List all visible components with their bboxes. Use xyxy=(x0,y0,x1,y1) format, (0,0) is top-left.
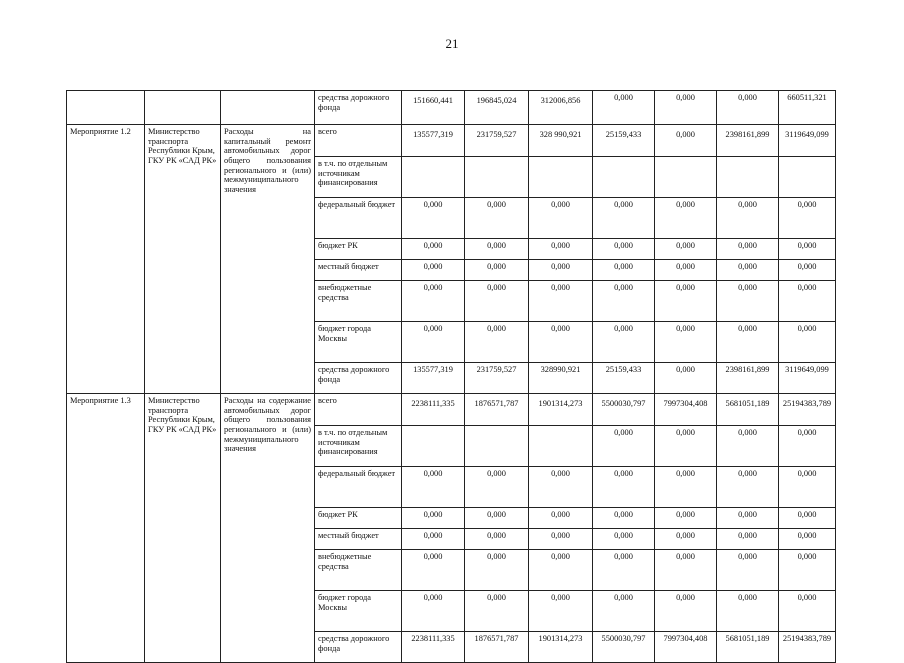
value-cell: 312006,856 xyxy=(529,91,593,125)
value-cell: 0,000 xyxy=(655,198,717,239)
value-cell: 0,000 xyxy=(655,322,717,363)
value-cell: 0,000 xyxy=(779,239,836,260)
value-cell: 0,000 xyxy=(465,260,529,281)
value-cell: 0,000 xyxy=(717,467,779,508)
source-cell: в т.ч. по отдельным источникам финансирования xyxy=(315,157,402,198)
value-cell: 5500030,797 xyxy=(593,632,655,663)
value-cell: 231759,527 xyxy=(465,363,529,394)
value-cell: 196845,024 xyxy=(465,91,529,125)
value-cell: 0,000 xyxy=(402,281,465,322)
value-cell: 151660,441 xyxy=(402,91,465,125)
source-cell: средства дорожного фонда xyxy=(315,632,402,663)
value-cell: 0,000 xyxy=(779,198,836,239)
source-cell: внебюджетные средства xyxy=(315,281,402,322)
value-cell: 0,000 xyxy=(779,508,836,529)
value-cell: 0,000 xyxy=(593,426,655,467)
value-cell: 0,000 xyxy=(465,322,529,363)
measure-name: Мероприятие 1.2 xyxy=(67,125,145,394)
value-cell: 7997304,408 xyxy=(655,394,717,426)
table-row xyxy=(67,125,836,157)
measure-description: Расходы на капитальный ремонт автомобильных дорог общего пользования регионального и (или) межмуниципального значения xyxy=(221,125,315,394)
value-cell: 2398161,899 xyxy=(717,363,779,394)
value-cell: 5500030,797 xyxy=(593,394,655,426)
value-cell: 0,000 xyxy=(529,198,593,239)
value-cell xyxy=(465,426,529,467)
value-cell: 0,000 xyxy=(529,508,593,529)
value-cell: 0,000 xyxy=(465,239,529,260)
value-cell: 25159,433 xyxy=(593,125,655,157)
value-cell: 0,000 xyxy=(593,508,655,529)
source-cell: всего xyxy=(315,394,402,426)
value-cell: 0,000 xyxy=(465,281,529,322)
executor: Министерство транспорта Республики Крым, ГКУ РК «САД РК» xyxy=(145,125,221,394)
measure-cell-empty xyxy=(67,91,145,125)
value-cell: 0,000 xyxy=(655,508,717,529)
value-cell: 135577,319 xyxy=(402,363,465,394)
budget-table xyxy=(66,90,836,663)
value-cell: 0,000 xyxy=(717,426,779,467)
value-cell xyxy=(529,157,593,198)
value-cell: 0,000 xyxy=(779,322,836,363)
value-cell: 0,000 xyxy=(779,281,836,322)
value-cell: 2398161,899 xyxy=(717,125,779,157)
value-cell: 0,000 xyxy=(779,260,836,281)
value-cell: 3119649,099 xyxy=(779,363,836,394)
value-cell: 0,000 xyxy=(529,550,593,591)
value-cell: 5681051,189 xyxy=(717,632,779,663)
value-cell: 0,000 xyxy=(529,239,593,260)
value-cell: 0,000 xyxy=(402,239,465,260)
value-cell: 0,000 xyxy=(717,529,779,550)
value-cell: 0,000 xyxy=(655,426,717,467)
value-cell: 0,000 xyxy=(593,550,655,591)
description-cell-empty xyxy=(221,91,315,125)
source-cell: местный бюджет xyxy=(315,529,402,550)
value-cell: 0,000 xyxy=(402,591,465,632)
value-cell xyxy=(593,157,655,198)
source-cell: бюджет города Москвы xyxy=(315,591,402,632)
source-cell: местный бюджет xyxy=(315,260,402,281)
value-cell: 0,000 xyxy=(465,508,529,529)
value-cell: 0,000 xyxy=(402,322,465,363)
value-cell: 0,000 xyxy=(779,550,836,591)
value-cell: 135577,319 xyxy=(402,125,465,157)
executor: Министерство транспорта Республики Крым, ГКУ РК «САД РК» xyxy=(145,394,221,663)
value-cell: 0,000 xyxy=(717,91,779,125)
value-cell: 0,000 xyxy=(717,591,779,632)
value-cell: 0,000 xyxy=(717,322,779,363)
value-cell: 0,000 xyxy=(593,322,655,363)
value-cell: 0,000 xyxy=(593,239,655,260)
value-cell: 0,000 xyxy=(655,591,717,632)
value-cell: 0,000 xyxy=(655,281,717,322)
value-cell: 5681051,189 xyxy=(717,394,779,426)
value-cell xyxy=(779,157,836,198)
value-cell: 0,000 xyxy=(402,550,465,591)
value-cell: 0,000 xyxy=(465,198,529,239)
value-cell: 0,000 xyxy=(655,550,717,591)
executor-cell-empty xyxy=(145,91,221,125)
value-cell: 0,000 xyxy=(593,198,655,239)
source-cell: федеральный бюджет xyxy=(315,467,402,508)
value-cell: 0,000 xyxy=(779,467,836,508)
value-cell: 25194383,789 xyxy=(779,394,836,426)
value-cell: 0,000 xyxy=(593,91,655,125)
value-cell: 0,000 xyxy=(655,529,717,550)
value-cell: 0,000 xyxy=(717,550,779,591)
value-cell: 0,000 xyxy=(529,260,593,281)
source-cell: бюджет РК xyxy=(315,508,402,529)
value-cell: 0,000 xyxy=(779,529,836,550)
value-cell: 231759,527 xyxy=(465,125,529,157)
value-cell: 1901314,273 xyxy=(529,632,593,663)
value-cell: 7997304,408 xyxy=(655,632,717,663)
source-cell: бюджет города Москвы xyxy=(315,322,402,363)
value-cell: 25159,433 xyxy=(593,363,655,394)
value-cell: 0,000 xyxy=(717,281,779,322)
value-cell xyxy=(529,426,593,467)
value-cell: 0,000 xyxy=(465,591,529,632)
value-cell: 0,000 xyxy=(402,260,465,281)
value-cell: 0,000 xyxy=(402,198,465,239)
value-cell: 1876571,787 xyxy=(465,394,529,426)
value-cell: 0,000 xyxy=(465,467,529,508)
value-cell: 660511,321 xyxy=(779,91,836,125)
source-cell: средства дорожного фонда xyxy=(315,91,402,125)
value-cell: 0,000 xyxy=(529,529,593,550)
value-cell: 0,000 xyxy=(529,281,593,322)
value-cell: 0,000 xyxy=(717,239,779,260)
value-cell: 0,000 xyxy=(593,591,655,632)
value-cell: 0,000 xyxy=(779,426,836,467)
value-cell: 0,000 xyxy=(465,529,529,550)
value-cell: 1876571,787 xyxy=(465,632,529,663)
value-cell: 0,000 xyxy=(593,281,655,322)
value-cell: 0,000 xyxy=(655,239,717,260)
value-cell: 0,000 xyxy=(593,467,655,508)
value-cell xyxy=(402,157,465,198)
value-cell: 0,000 xyxy=(529,591,593,632)
value-cell: 0,000 xyxy=(655,467,717,508)
value-cell: 0,000 xyxy=(402,508,465,529)
value-cell: 0,000 xyxy=(402,467,465,508)
source-cell: в т.ч. по отдельным источникам финансирования xyxy=(315,426,402,467)
value-cell: 0,000 xyxy=(529,467,593,508)
value-cell: 0,000 xyxy=(655,260,717,281)
value-cell: 0,000 xyxy=(655,363,717,394)
value-cell xyxy=(402,426,465,467)
value-cell: 0,000 xyxy=(717,198,779,239)
value-cell: 0,000 xyxy=(717,508,779,529)
value-cell: 0,000 xyxy=(465,550,529,591)
source-cell: внебюджетные средства xyxy=(315,550,402,591)
value-cell xyxy=(655,157,717,198)
value-cell xyxy=(717,157,779,198)
table-row-continuation xyxy=(67,91,836,125)
value-cell: 25194383,789 xyxy=(779,632,836,663)
value-cell: 0,000 xyxy=(593,260,655,281)
source-cell: бюджет РК xyxy=(315,239,402,260)
value-cell: 0,000 xyxy=(402,529,465,550)
measure-description: Расходы на содержание автомобильных дорог общего пользования регионального и (или) межмуниципального значения xyxy=(221,394,315,663)
value-cell: 1901314,273 xyxy=(529,394,593,426)
value-cell: 2238111,335 xyxy=(402,632,465,663)
table-body xyxy=(67,91,836,663)
value-cell: 0,000 xyxy=(779,591,836,632)
value-cell xyxy=(465,157,529,198)
source-cell: федеральный бюджет xyxy=(315,198,402,239)
value-cell: 0,000 xyxy=(717,260,779,281)
page-number: 21 xyxy=(445,36,459,51)
value-cell: 2238111,335 xyxy=(402,394,465,426)
value-cell: 3119649,099 xyxy=(779,125,836,157)
value-cell: 0,000 xyxy=(593,529,655,550)
measure-name: Мероприятие 1.3 xyxy=(67,394,145,663)
value-cell: 0,000 xyxy=(655,91,717,125)
table-row xyxy=(67,394,836,426)
source-cell: средства дорожного фонда xyxy=(315,363,402,394)
value-cell: 0,000 xyxy=(529,322,593,363)
value-cell: 328 990,921 xyxy=(529,125,593,157)
source-cell: всего xyxy=(315,125,402,157)
value-cell: 328990,921 xyxy=(529,363,593,394)
value-cell: 0,000 xyxy=(655,125,717,157)
